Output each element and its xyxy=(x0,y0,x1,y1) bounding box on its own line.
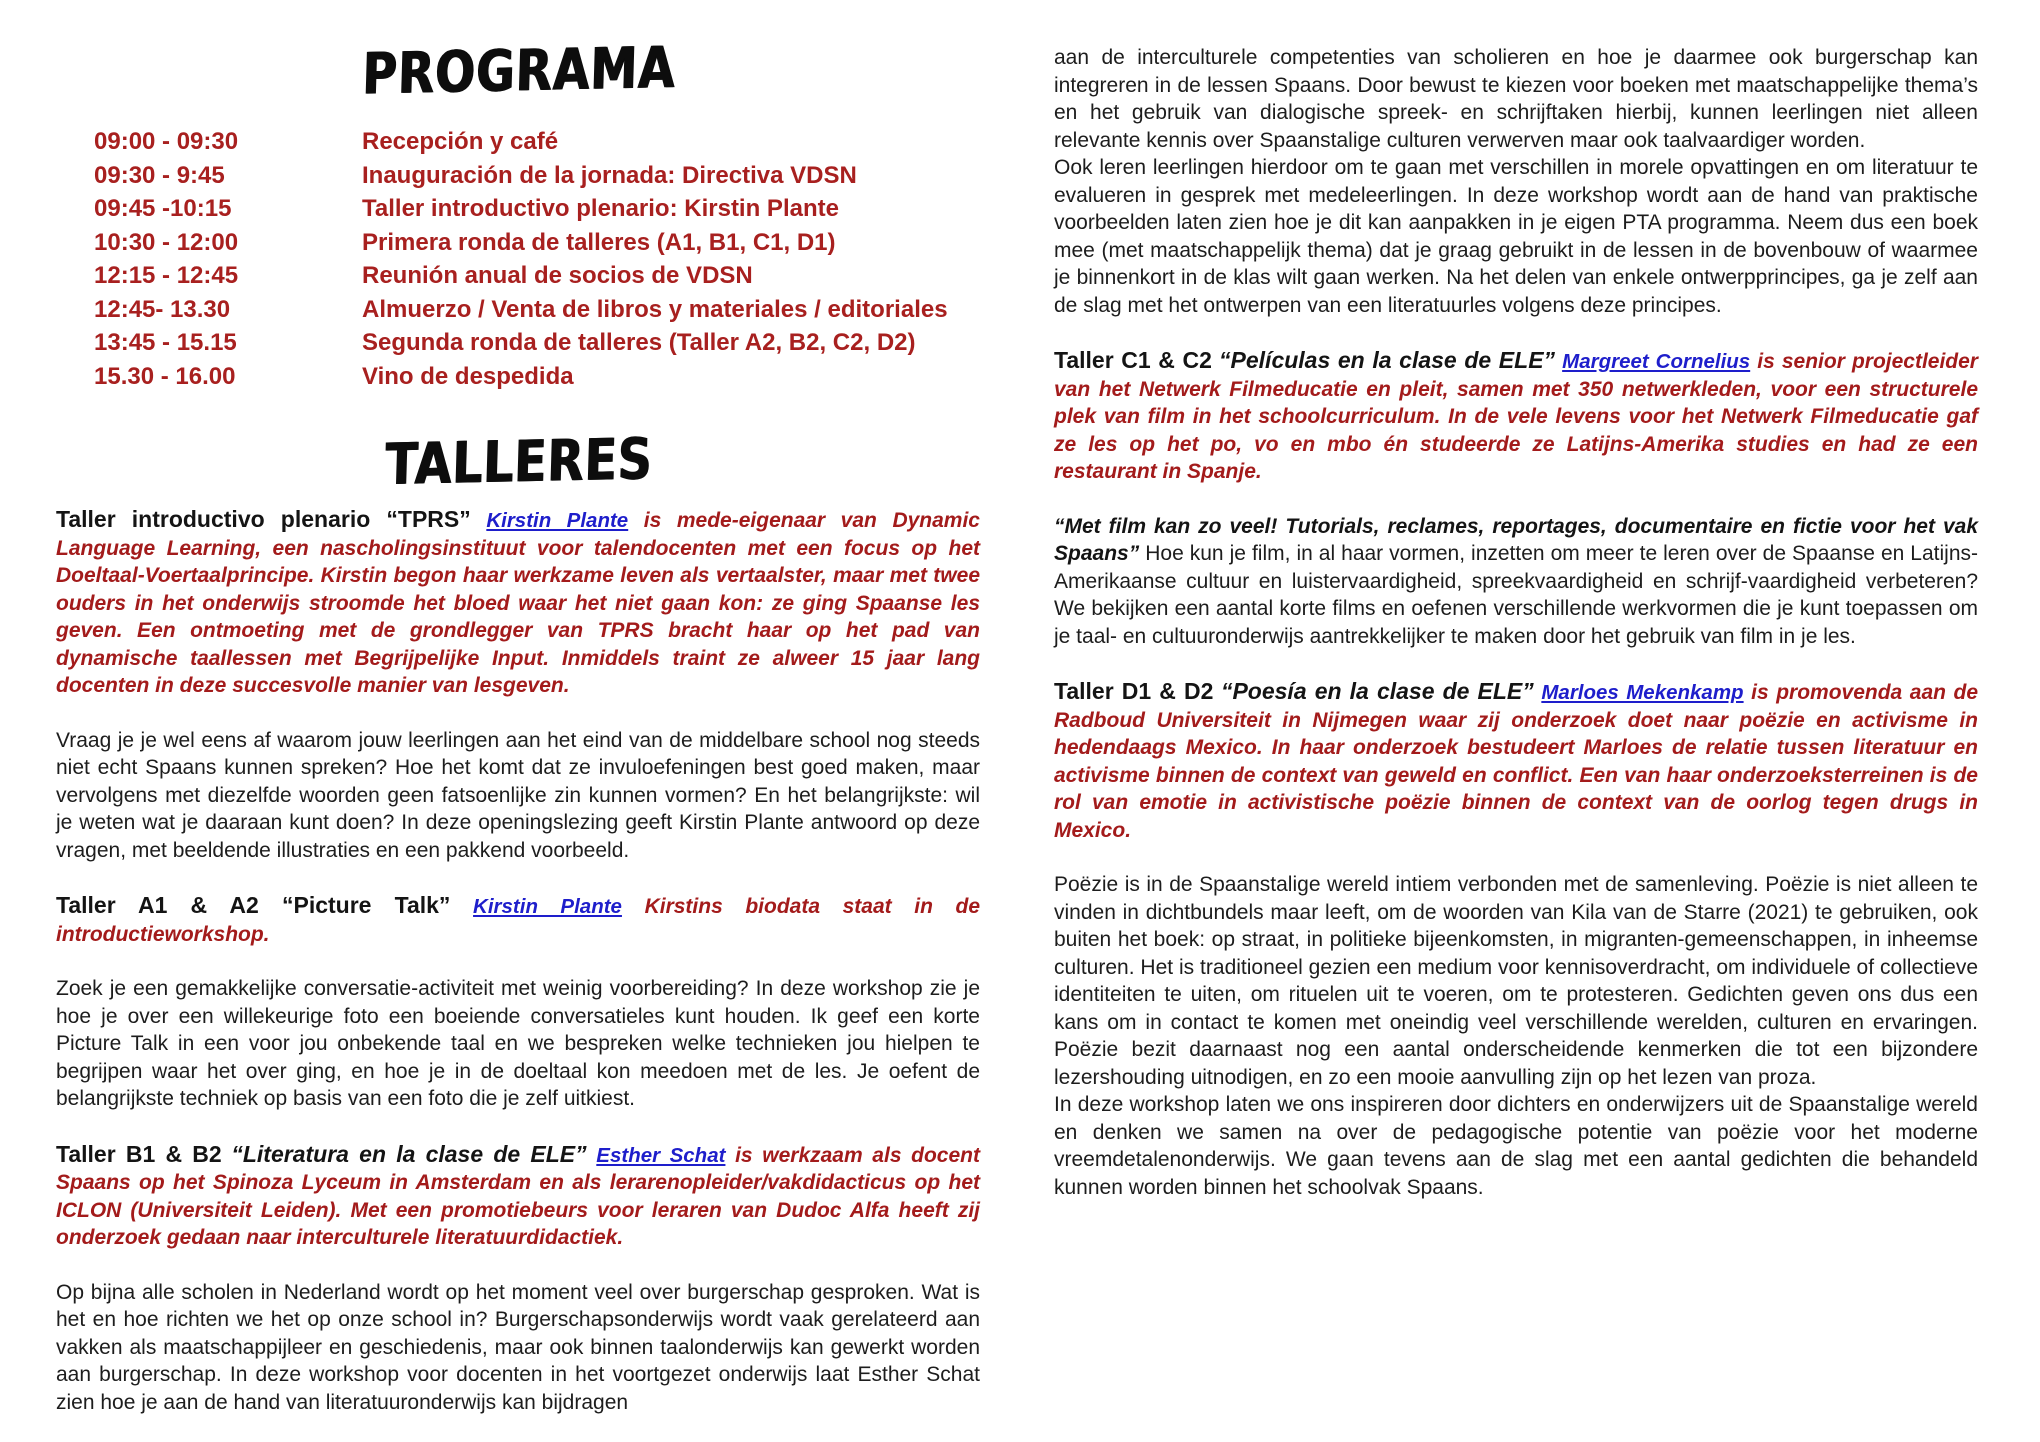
workshop-c-heading: Taller C1 & C2 xyxy=(1054,347,1212,373)
talleres-title: TALLERES xyxy=(383,426,653,499)
schedule-event: Primera ronda de talleres (A1, B1, C1, D1) xyxy=(362,228,836,256)
program-schedule xyxy=(94,125,980,393)
schedule-time: 12:15 - 12:45 xyxy=(94,262,239,289)
workshop-a-paragraph: Zoek je een gemakkelijke conversatie-activiteit met weinig voorbereiding? In deze workshop zie je hoe je over een willekeurige foto een boeiende conversatieles kunt houden. Ik geef een korte Picture Talk in een voor jou onbekende taal en we bespreken welke technieken jou hielpen te begrijpen waar het over ging, en hoe je in de doeltaal kon meedoen met de les. Je oefent de belangrijkste techniek op basis van een foto die je zelf uitkiest. xyxy=(56,977,980,1110)
schedule-time: 12:45- 13.30 xyxy=(94,295,231,323)
speaker-bio: is promovenda aan de Radboud Universiteit in Nijmegen waar zij onderzoek doet naar poëzie en activisme in hedendaags Mexico. In haar onderzoek bestudeert Marloes de relatie tussen literatuur en activisme binnen de context van geweld en conflict. Een van haar onderzoeksterreinen is de rol van emotie in activistische poëzie binnen de context van de oorlog tegen drugs in Mexico. xyxy=(1054,681,1979,842)
schedule-row xyxy=(94,326,980,360)
workshop-c-paragraph xyxy=(1054,513,1978,651)
workshop-b-header xyxy=(56,1141,980,1252)
workshop-intro-heading: Taller introductivo plenario “TPRS” xyxy=(56,506,471,532)
workshop-c-quote-lead: “Met film kan zo veel! Tutorials, reclames, reportages, documentaire en fictie voor het vak Spaans” xyxy=(1054,514,1978,565)
schedule-row xyxy=(94,360,980,394)
workshop-a-heading: Taller A1 & A2 “Picture Talk” xyxy=(56,892,451,918)
workshop-b-paragraph: Op bijna alle scholen in Nederland wordt op het moment veel over burgerschap gesproken. Wat is het en hoe richten we het op onze school in? Burgerschapsonderwijs wordt vaak gerelateerd aan vakken als maatschappijleer en geschiedenis, maar ook binnen taalonderwijs kan gewerkt worden aan burgerschap. In deze workshop voor docenten in het voortgezet onderwijs laat Esther Schat zien hoe je aan de hand van literatuuronderwijs kan bijdragen xyxy=(56,1280,980,1414)
workshop-c-header xyxy=(1054,347,1978,486)
workshop-d-header xyxy=(1054,678,1978,844)
workshop-c-body: Hoe kun je film, in al haar vormen, inzetten om meer te leren over de Spaanse en Latijns-Amerikaanse cultuur en luistervaardigheid, spreekvaardigheid en schrijf-vaardigheid verbeteren? We bekijken een aantal korte films en oefenen verschillende werkvormen die je kunt toepassen om je taal- en cultuuronderwijs aantrekkelijker te maken door het gebruik van film in je les. xyxy=(1054,542,1978,648)
schedule-event: Almuerzo / Venta de libros y materiales / editoriales xyxy=(362,295,948,323)
schedule-row xyxy=(94,293,980,327)
speaker-link-kirstin-plante-2[interactable]: Kirstin Plante xyxy=(473,895,622,918)
speaker-bio: is werkzaam als docent Spaans op het Spinoza Lyceum in Amsterdam en als lerarenopleider/vakdidacticus op het ICLON (Universiteit Leiden). Met een promotiebeurs voor leraren van Dudoc Alfa heeft zij onderzoek gedaan naar interculturele literatuurdidactiek. xyxy=(56,1143,980,1249)
schedule-time: 09:45 -10:15 xyxy=(94,195,232,222)
workshop-d-paragraph-1: Poëzie is in de Spaanstalige wereld intiem verbonden met de samenleving. Poëzie is niet alleen te vinden in dichtbundels maar leeft, om de woorden van Kila van de Starre (2021) te gebruiken, ook buiten het boek: op straat, in politieke bijeenkomsten, in migranten-gemeenschappen, in inheemse culturen. Het is traditioneel gezien een medium voor kennisoverdracht, om individuele of collectieve identiteiten te uiten, om rituelen uit te voeren, om te protesteren. Gedichten geven ons dus een kans om in contact te komen met oneindig veel verschillende werelden, culturen en ervaringen. Poëzie bezit daarnaast nog een aantal onderscheidende kenmerken die tot een bijzondere lezershouding uitnodigen, en zo een mooie aanvulling zijn op het lezen van proza. xyxy=(1054,873,1978,1089)
schedule-event: Reunión anual de socios de VDSN xyxy=(362,262,753,289)
workshop-b-continuation-2: Ook leren leerlingen hierdoor om te gaan met verschillen in morele opvattingen en om literatuur te evalueren in gesprek met medeleerlingen. In deze workshop wordt aan de hand van praktische voorbeelden laten zien hoe je dit kan aanpakken in je eigen PTA programma. Neem dus een boek mee (met maatschappelijk thema) dat je graag gebruikt in de lessen in de bovenbouw of waarmee je binnenkort in de klas wilt gaan werken. Na het delen van enkele ontwerpprincipes, ga je zelf aan de slag met het ontwerpen van een literatuurles volgens deze principes. xyxy=(1054,156,1978,317)
schedule-event: Inauguración de la jornada: Directiva VDSN xyxy=(362,161,857,189)
workshop-b-continuation-1: aan de interculturele competenties van scholieren en hoe je daarmee ook burgerschap kan integreren in de lessen Spaans. Door bewust te kiezen voor boeken met maatschappelijke thema’s en het gebruik van dialogische spreek- en schrijftaken hierbij, kunnen leerlingen niet alleen relevante kennis over Spaanstalige culturen verwerven maar ook taalvaardiger worden. xyxy=(1054,46,1978,152)
programa-title: PROGRAMA xyxy=(360,34,676,109)
speaker-bio: is mede-eigenaar van Dynamic Language Learning, een nascholingsinstituut voor talendocenten met een focus op het Doeltaal-Voertaalprincipe. Kirstin begon haar werkzame leven als vertaalster, maar met twee ouders in het onderwijs stroomde het bloed waar het niet gaan kon: ze ging Spaanse les geven. Een ontmoeting met de grondlegger van TPRS bracht haar op het pad van dynamische taallessen met Begrijpelijke Input. Inmiddels traint ze alweer 15 jaar lang docenten in deze succesvolle manier van lesgeven. xyxy=(56,509,980,697)
schedule-row xyxy=(94,125,980,159)
workshop-d-heading: Taller D1 & D2 xyxy=(1054,678,1214,704)
schedule-row xyxy=(94,259,980,293)
schedule-time: 13:45 - 15.15 xyxy=(94,329,237,356)
speaker-bio: Kirstins biodata staat in de introductieworkshop. xyxy=(56,895,981,946)
schedule-row xyxy=(94,192,980,226)
schedule-event: Recepción y café xyxy=(362,128,559,155)
schedule-event: Taller introductivo plenario: Kirstin Plante xyxy=(362,195,839,222)
workshop-d-paragraph-2: In deze workshop laten we ons inspireren door dichters en onderwijzers uit de Spaanstalige wereld en denken we samen na over de pedagogische potentie van poëzie voor het moderne vreemdetalenonderwijs. We gaan tevens aan de slag met een aantal gedichten die behandeld kunnen worden binnen het schoolvak Spaans. xyxy=(1054,1093,1978,1199)
speaker-link-margreet-cornelius[interactable]: Margreet Cornelius xyxy=(1562,350,1751,373)
left-column xyxy=(56,30,980,1442)
workshop-intro-header xyxy=(56,506,980,700)
speaker-link-kirstin-plante[interactable]: Kirstin Plante xyxy=(486,509,629,532)
schedule-row xyxy=(94,226,980,260)
speaker-link-marloes-mekenkamp[interactable]: Marloes Mekenkamp xyxy=(1541,681,1744,704)
schedule-time: 09:00 - 09:30 xyxy=(94,128,239,155)
workshop-intro-paragraph: Vraag je je wel eens af waarom jouw leerlingen aan het eind van de middelbare school nog steeds niet echt Spaans kunnen spreken? Hoe het komt dat ze invuloefeningen best goed maken, maar vervolgens met diezelfde woorden geen fatsoenlijke zin kunnen vormen? En het belangrijkste: wil je weten wat je daaraan kunt doen? In deze openingslezing geeft Kirstin Plante antwoord op deze vragen, met beeldende illustraties en een pakkend voorbeeld. xyxy=(56,728,980,862)
schedule-event: Segunda ronda de talleres (Taller A2, B2, C2, D2) xyxy=(362,329,916,356)
speaker-link-esther-schat[interactable]: Esther Schat xyxy=(596,1143,726,1167)
workshop-d-title-quote: “Poesía en la clase de ELE” xyxy=(1220,678,1534,704)
workshop-c-title-quote: “Películas en la clase de ELE” xyxy=(1219,347,1556,373)
workshop-b-heading: Taller B1 & B2 xyxy=(56,1140,222,1167)
workshop-b-title-quote: “Literatura en la clase de ELE” xyxy=(231,1140,587,1167)
schedule-time: 15.30 - 16.00 xyxy=(94,362,236,390)
schedule-time: 10:30 - 12:00 xyxy=(94,228,239,256)
right-column xyxy=(1054,30,1978,1442)
speaker-bio: is senior projectleider van het Netwerk Filmeducatie en pleit, samen met 350 netwerkleden, voor een structurele plek van film in het schoolcurriculum. In de vele levens voor het Netwerk Filmeducatie gaf ze les op het po, vo en mbo én studeerde ze Latijns-Amerika studies en had ze een restaurant in Spanje. xyxy=(1054,350,1978,483)
schedule-time: 09:30 - 9:45 xyxy=(94,161,225,189)
schedule-event: Vino de despedida xyxy=(362,362,574,390)
workshop-a-header xyxy=(56,892,980,948)
schedule-row xyxy=(94,159,980,193)
